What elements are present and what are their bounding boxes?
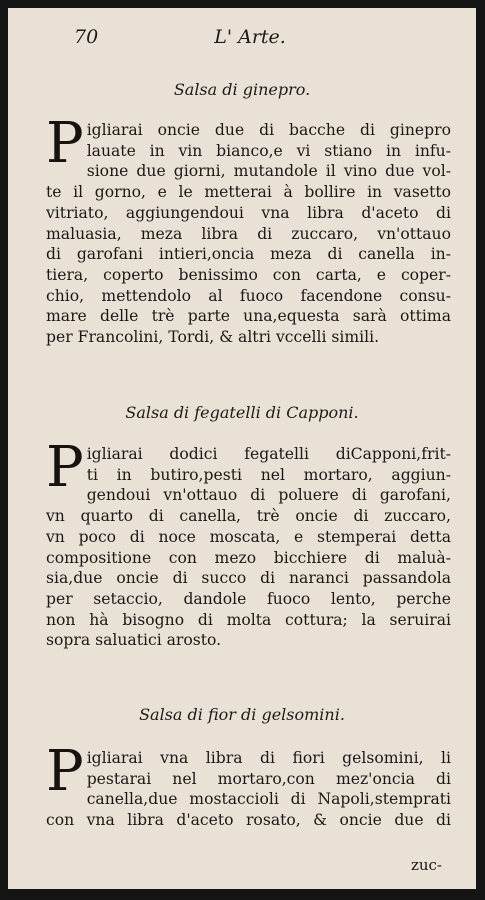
catchword: zuc- (410, 856, 442, 874)
drop-cap: P (46, 739, 84, 804)
recipe-body-ginepro (46, 111, 451, 348)
text-line: sia,due oncie di succo di naranci passandola (46, 569, 451, 588)
text-line: compositione con mezo bicchiere di maluà- (46, 548, 451, 567)
text-line: pestarai nel mortaro,con mez'oncia di (86, 769, 451, 788)
text-line: per Francolini, Tordi, & altri vccelli simili. (46, 328, 380, 347)
text-line: igliarai dodici fegatelli diCapponi,frit- (86, 445, 451, 463)
text-line: sione due giorni, mutandole il vino due vol- (86, 162, 451, 181)
text-line: igliarai vna libra di fiori gelsomini, li (86, 749, 451, 767)
text-line: maluasia, meza libra di zuccaro, vn'ottauo (46, 224, 451, 243)
text-line: ti in butiro,pesti nel mortaro, aggiun- (86, 465, 451, 484)
text-line: vitriato, aggiungendoui vna libra d'aceto di (46, 203, 451, 222)
text-line: canella,due mostaccioli di Napoli,stemprati (86, 790, 451, 809)
recipe-title-gelsomini: Salsa di fior di gelsomini. (139, 705, 345, 724)
running-title: L' Arte. (214, 26, 286, 48)
recipe-body-gelsomini (46, 739, 451, 831)
text-line: mare delle trè parte una,equesta sarà ottima (46, 307, 451, 326)
page-number: 70 (74, 26, 99, 48)
drop-cap: P (46, 435, 84, 500)
text-line: sopra saluatici arosto. (46, 631, 222, 650)
text-line: vn poco di noce moscata, e stemperai detta (46, 527, 451, 546)
book-page (8, 8, 476, 889)
text-line: te il gorno, e le metterai à bollire in vasetto (46, 183, 451, 202)
text-line: di garofani intieri,oncia meza di canella in- (46, 245, 451, 264)
page-header (74, 26, 286, 48)
text-line: gendoui vn'ottauo di poluere di garofani, (86, 486, 451, 505)
text-line: lauate in vin bianco,e vi stiano in infu- (86, 141, 451, 160)
text-line: non hà bisogno di molta cottura; la seruirai (46, 610, 451, 629)
text-line: per setaccio, dandole fuoco lento, perche (46, 589, 451, 608)
text-line: igliarai oncie due di bacche di ginepro (86, 121, 451, 139)
text-line: con vna libra d'aceto rosato, & oncie due di (46, 811, 451, 830)
text-line: vn quarto di canella, trè oncie di zuccaro, (46, 507, 451, 526)
text-line: chio, mettendolo al fuoco facendone consu- (46, 286, 451, 305)
recipe-body-fegatelli (46, 435, 451, 651)
recipe-title-fegatelli: Salsa di fegatelli di Capponi. (125, 403, 359, 422)
text-line: tiera, coperto benissimo con carta, e coper- (46, 265, 451, 284)
drop-cap: P (46, 111, 84, 176)
recipe-title-ginepro: Salsa di ginepro. (173, 80, 311, 99)
